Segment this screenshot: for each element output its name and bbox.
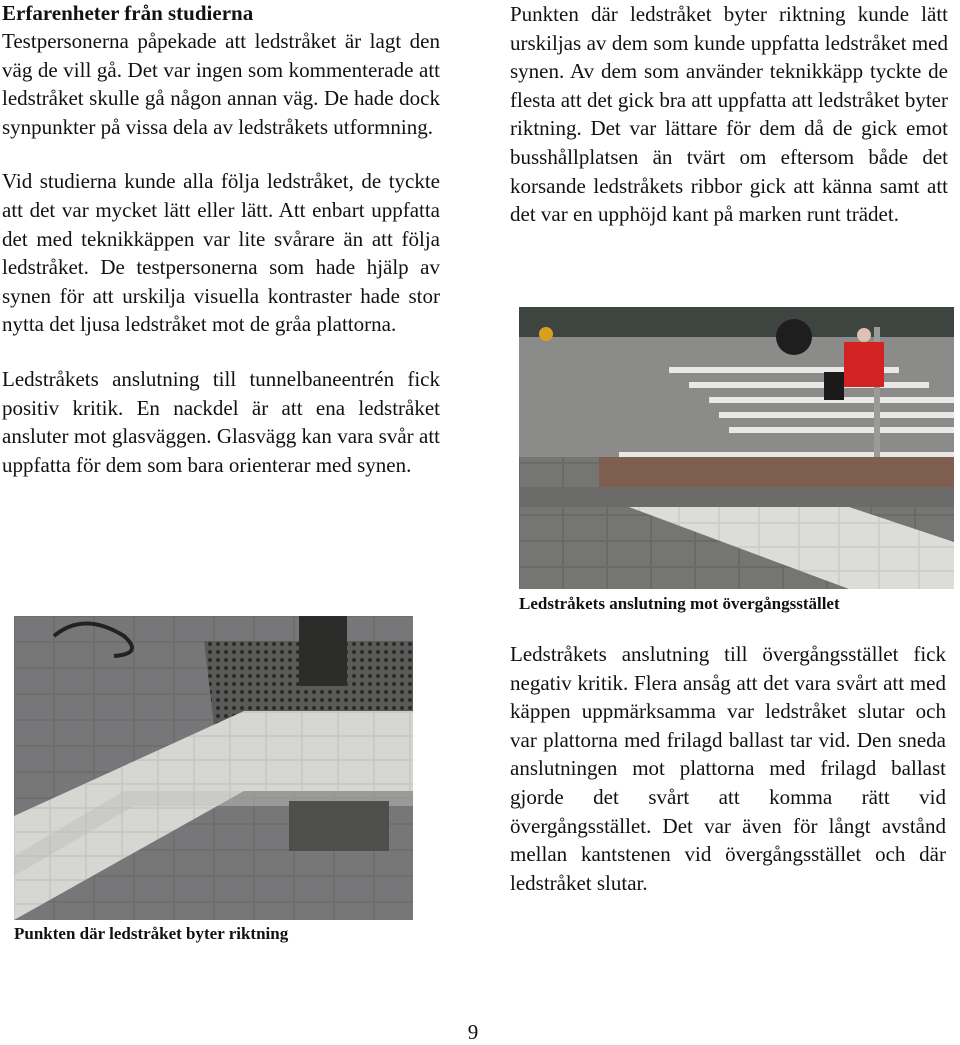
caption-direction-change: Punkten där ledstråket byter riktning	[14, 924, 289, 943]
paragraph-tunnel-entrance: Ledstråkets anslutning till tunnelbaneentrén fick positiv kritik. En nackdel är att ena ledstråket ansluter mot glasväggen. Glasvägg kan vara svår att uppfatta för dem som bara orienterar med synen.	[2, 366, 440, 477]
left-column	[2, 0, 440, 479]
paving-photo-illustration	[14, 616, 413, 920]
page-number: 9	[467, 1020, 479, 1044]
paragraph-direction-change: Punkten där ledstråket byter riktning kunde lätt urskiljas av dem som kunde uppfatta ledstråket med synen. Av dem som använder teknikkäpp tyckte de flesta att det gick bra att uppfatta att ledstråket byter riktning. Det var lättare för dem då de gick emot busshållplatsen än tvärt om eftersom både det korsande ledstråkets ribbor gick att känna samt att det var en upphöjd kant på marken runt trädet.	[510, 2, 948, 227]
photo-crossing-connection	[519, 307, 954, 589]
right-column	[510, 0, 948, 229]
right-column-lower	[510, 640, 946, 897]
paragraph-crossing-critique: Ledstråkets anslutning till övergångsstället fick negativ kritik. Flera ansåg att det vara svårt att med käppen uppmärksamma var ledstråket slutar och var plattorna med frilagd ballast tar vid. Den sneda anslutningen mot plattorna med frilagd ballast gjorde det svårt att komma rätt vid övergångsstället. Det var även för långt avstånd mellan kantstenen vid övergångsstället och där ledstråket slutar.	[510, 642, 946, 895]
caption-crossing-connection: Ledstråkets anslutning mot övergångsstället	[519, 594, 840, 613]
section-heading: Erfarenheter från studierna	[2, 1, 254, 25]
photo-direction-change	[14, 616, 413, 920]
crossing-photo-illustration	[519, 307, 954, 589]
paragraph-following-path: Vid studierna kunde alla följa ledstråket, de tyckte att det var mycket lätt eller lätt. Att enbart uppfatta det med teknikkäppen var lite svårare än att följa ledstråket. De testpersonerna som hade hjälp av synen för att urskilja visuella kontraster hade stor nytta det ljusa ledstråket mot de gråa plattorna.	[2, 169, 440, 337]
paragraph-experiences: Testpersonerna påpekade att ledstråket är lagt den väg de vill gå. Det var ingen som kommenterade att ledstråket skulle gå någon annan väg. De hade dock synpunkter på vissa dela av ledstråkets utformning.	[2, 29, 440, 139]
